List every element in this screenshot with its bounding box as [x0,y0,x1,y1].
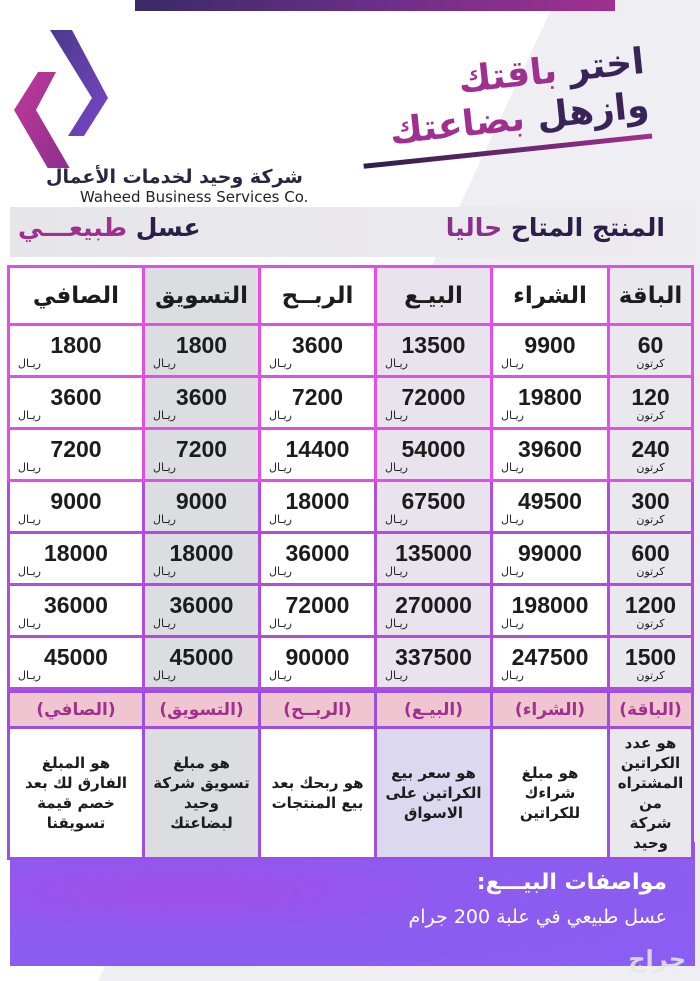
cell-value: 67500 [401,487,466,514]
cell-unit: ريـال [385,616,408,630]
cell-unit: ريـال [385,356,408,370]
cell-unit: ريـال [385,460,408,474]
company-name-ar: شركة وحيد لخدمات الأعمال [46,166,303,188]
cell-net [9,377,144,429]
cell-value: 54000 [401,435,466,462]
cell-unit: ريـال [269,564,292,578]
cell-unit: ريـال [18,616,41,630]
cell-purchase [492,585,609,637]
cell-package [609,585,693,637]
cell-purchase [492,429,609,481]
cell-value: 9000 [50,487,102,514]
cell-purchase [492,533,609,585]
cell-package [609,429,693,481]
specs-body: عسل طبيعي في علبة 200 جرام [408,906,667,928]
cell-profit [260,533,376,585]
cell-sale [376,585,492,637]
cell-value: 7200 [50,435,102,462]
cell-marketing [144,429,260,481]
table-row [9,585,693,637]
cell-package [609,637,693,689]
cell-value: 19800 [518,383,582,410]
cell-unit: ريـال [269,356,292,370]
definitions-body-row [9,728,693,859]
cell-net [9,429,144,481]
available-product-label: المنتج المتاح حاليا [445,213,665,242]
specs-title: مواصفات البيـــع: [476,870,667,895]
def-body-purchase: هو مبلغ شراءك للكراتين [492,728,609,859]
cell-unit: ريـال [269,616,292,630]
cell-unit: ريـال [153,512,176,526]
cell-marketing [144,377,260,429]
cell-value: 14400 [285,435,350,462]
cell-purchase [492,377,609,429]
cell-value: 36000 [169,591,234,618]
product-name: عسل طبيعـــي [18,213,201,242]
top-accent-bar [135,0,615,11]
cell-unit: ريـال [18,460,41,474]
cell-unit: ريـال [501,512,524,526]
cell-sale [376,377,492,429]
cell-unit: كرتون [636,356,665,370]
cell-value: 120 [631,383,670,410]
header-sale: البيـع [376,267,492,325]
cell-unit: ريـال [385,668,408,682]
definitions-table [10,690,694,860]
cell-profit [260,481,376,533]
cell-unit: ريـال [18,512,41,526]
cell-value: 90000 [285,643,350,670]
cell-value: 18000 [44,539,108,566]
cell-net [9,481,144,533]
cell-unit: ريـال [153,616,176,630]
pricing-table [10,265,694,690]
cell-unit: ريـال [269,460,292,474]
cell-value: 198000 [511,591,589,618]
cell-value: 600 [631,539,670,566]
def-header-package: (الباقة) [609,692,693,728]
cell-unit: كرتون [636,668,665,682]
headline-line1: اختر [554,40,647,91]
cell-purchase [492,325,609,377]
def-header-marketing: (التسويق) [144,692,260,728]
headline-line2: وازهل [522,84,651,139]
cell-unit: ريـال [153,564,176,578]
table-row [9,429,693,481]
cell-unit: ريـال [153,356,176,370]
cell-value: 270000 [395,591,472,618]
def-body-marketing: هو مبلغ تسويق شركة وحيد لبضاعتك [144,728,260,859]
cell-sale [376,429,492,481]
cell-profit [260,325,376,377]
cell-unit: كرتون [636,460,665,474]
cell-unit: ريـال [501,356,524,370]
cell-purchase [492,637,609,689]
header-marketing: التسويق [144,267,260,325]
header-package: الباقة [609,267,693,325]
def-body-profit: هو ربحك بعد بيع المنتجات [260,728,376,859]
cell-sale [376,533,492,585]
cell-value: 18000 [169,539,234,566]
cell-value: 39600 [518,435,582,462]
cell-value: 7200 [175,435,228,462]
cell-unit: كرتون [636,564,665,578]
cell-net [9,637,144,689]
cell-unit: ريـال [153,460,176,474]
cell-value: 1800 [50,331,102,358]
table-row [9,377,693,429]
cell-unit: ريـال [18,564,41,578]
cell-value: 135000 [395,539,472,566]
cell-unit: كرتون [636,512,665,526]
logo-mark-icon [10,28,140,168]
cell-marketing [144,637,260,689]
cell-unit: ريـال [269,408,292,422]
cell-unit: ريـال [501,460,524,474]
cell-value: 247500 [511,643,589,670]
cell-value: 36000 [285,539,350,566]
cell-value: 3600 [175,383,228,410]
cell-purchase [492,481,609,533]
cell-unit: ريـال [385,408,408,422]
cell-value: 45000 [44,643,108,670]
cell-value: 1200 [624,591,677,618]
company-logo [10,28,310,206]
cell-sale [376,637,492,689]
cell-package [609,481,693,533]
cell-value: 45000 [169,643,234,670]
def-header-sale: (البيـع) [376,692,492,728]
cell-value: 99000 [518,539,582,566]
cell-net [9,325,144,377]
cell-profit [260,377,376,429]
cell-unit: ريـال [501,408,524,422]
cell-value: 60 [637,331,664,358]
def-header-profit: (الربــح) [260,692,376,728]
cell-marketing [144,325,260,377]
cell-value: 3600 [291,331,344,358]
cell-value: 1500 [624,643,677,670]
cell-unit: ريـال [18,408,41,422]
headline-line2-accent: بضاعتك [387,97,527,153]
cell-profit [260,585,376,637]
sale-specs-panel [10,842,695,966]
cell-value: 13500 [401,331,466,358]
cell-unit: ريـال [269,668,292,682]
cell-unit: ريـال [501,668,524,682]
header-net: الصافي [9,267,144,325]
header-purchase: الشراء [492,267,609,325]
table-header-row [9,267,693,325]
cell-value: 9000 [175,487,228,514]
def-body-net: هو المبلغ الفارق لك بعد خصم قيمة تسويقنا [9,728,144,859]
cell-value: 7200 [291,383,344,410]
def-body-package: هو عدد الكراتين المشتراه من شركة وحيد [609,728,693,859]
cell-package [609,533,693,585]
table-row [9,533,693,585]
cell-net [9,533,144,585]
cell-value: 72000 [401,383,466,410]
cell-unit: ريـال [153,668,176,682]
cell-unit: ريـال [385,564,408,578]
cell-marketing [144,481,260,533]
cell-package [609,377,693,429]
definitions-header-row [9,692,693,728]
product-bar [10,207,695,257]
cell-unit: ريـال [501,564,524,578]
cell-unit: ريـال [18,668,41,682]
cell-unit: كرتون [636,616,665,630]
def-header-purchase: (الشراء) [492,692,609,728]
cell-value: 3600 [50,383,102,410]
cell-unit: كرتون [636,408,665,422]
cell-package [609,325,693,377]
cell-value: 36000 [44,591,108,618]
def-body-sale: هو سعر بيع الكراتين على الاسواق [376,728,492,859]
table-row [9,481,693,533]
cell-unit: ريـال [153,408,176,422]
cell-profit [260,637,376,689]
header-profit: الربــح [260,267,376,325]
cell-value: 337500 [395,643,472,670]
cell-unit: ريـال [385,512,408,526]
cell-net [9,585,144,637]
table-row [9,637,693,689]
haraj-watermark: حراج [628,945,686,973]
def-header-net: (الصافي) [9,692,144,728]
cell-value: 300 [631,487,670,514]
cell-value: 9900 [524,331,576,358]
cell-value: 72000 [285,591,350,618]
company-name-en: Waheed Business Services Co. [80,188,309,206]
cell-unit: ريـال [501,616,524,630]
cell-sale [376,481,492,533]
cell-unit: ريـال [18,356,41,370]
cell-value: 49500 [518,487,582,514]
cell-profit [260,429,376,481]
cell-marketing [144,585,260,637]
cell-sale [376,325,492,377]
cell-marketing [144,533,260,585]
cell-value: 18000 [285,487,350,514]
cell-value: 1800 [175,331,228,358]
headline-line1-accent: باقتك [456,50,559,102]
cell-unit: ريـال [269,512,292,526]
cell-value: 240 [631,435,670,462]
table-row [9,325,693,377]
